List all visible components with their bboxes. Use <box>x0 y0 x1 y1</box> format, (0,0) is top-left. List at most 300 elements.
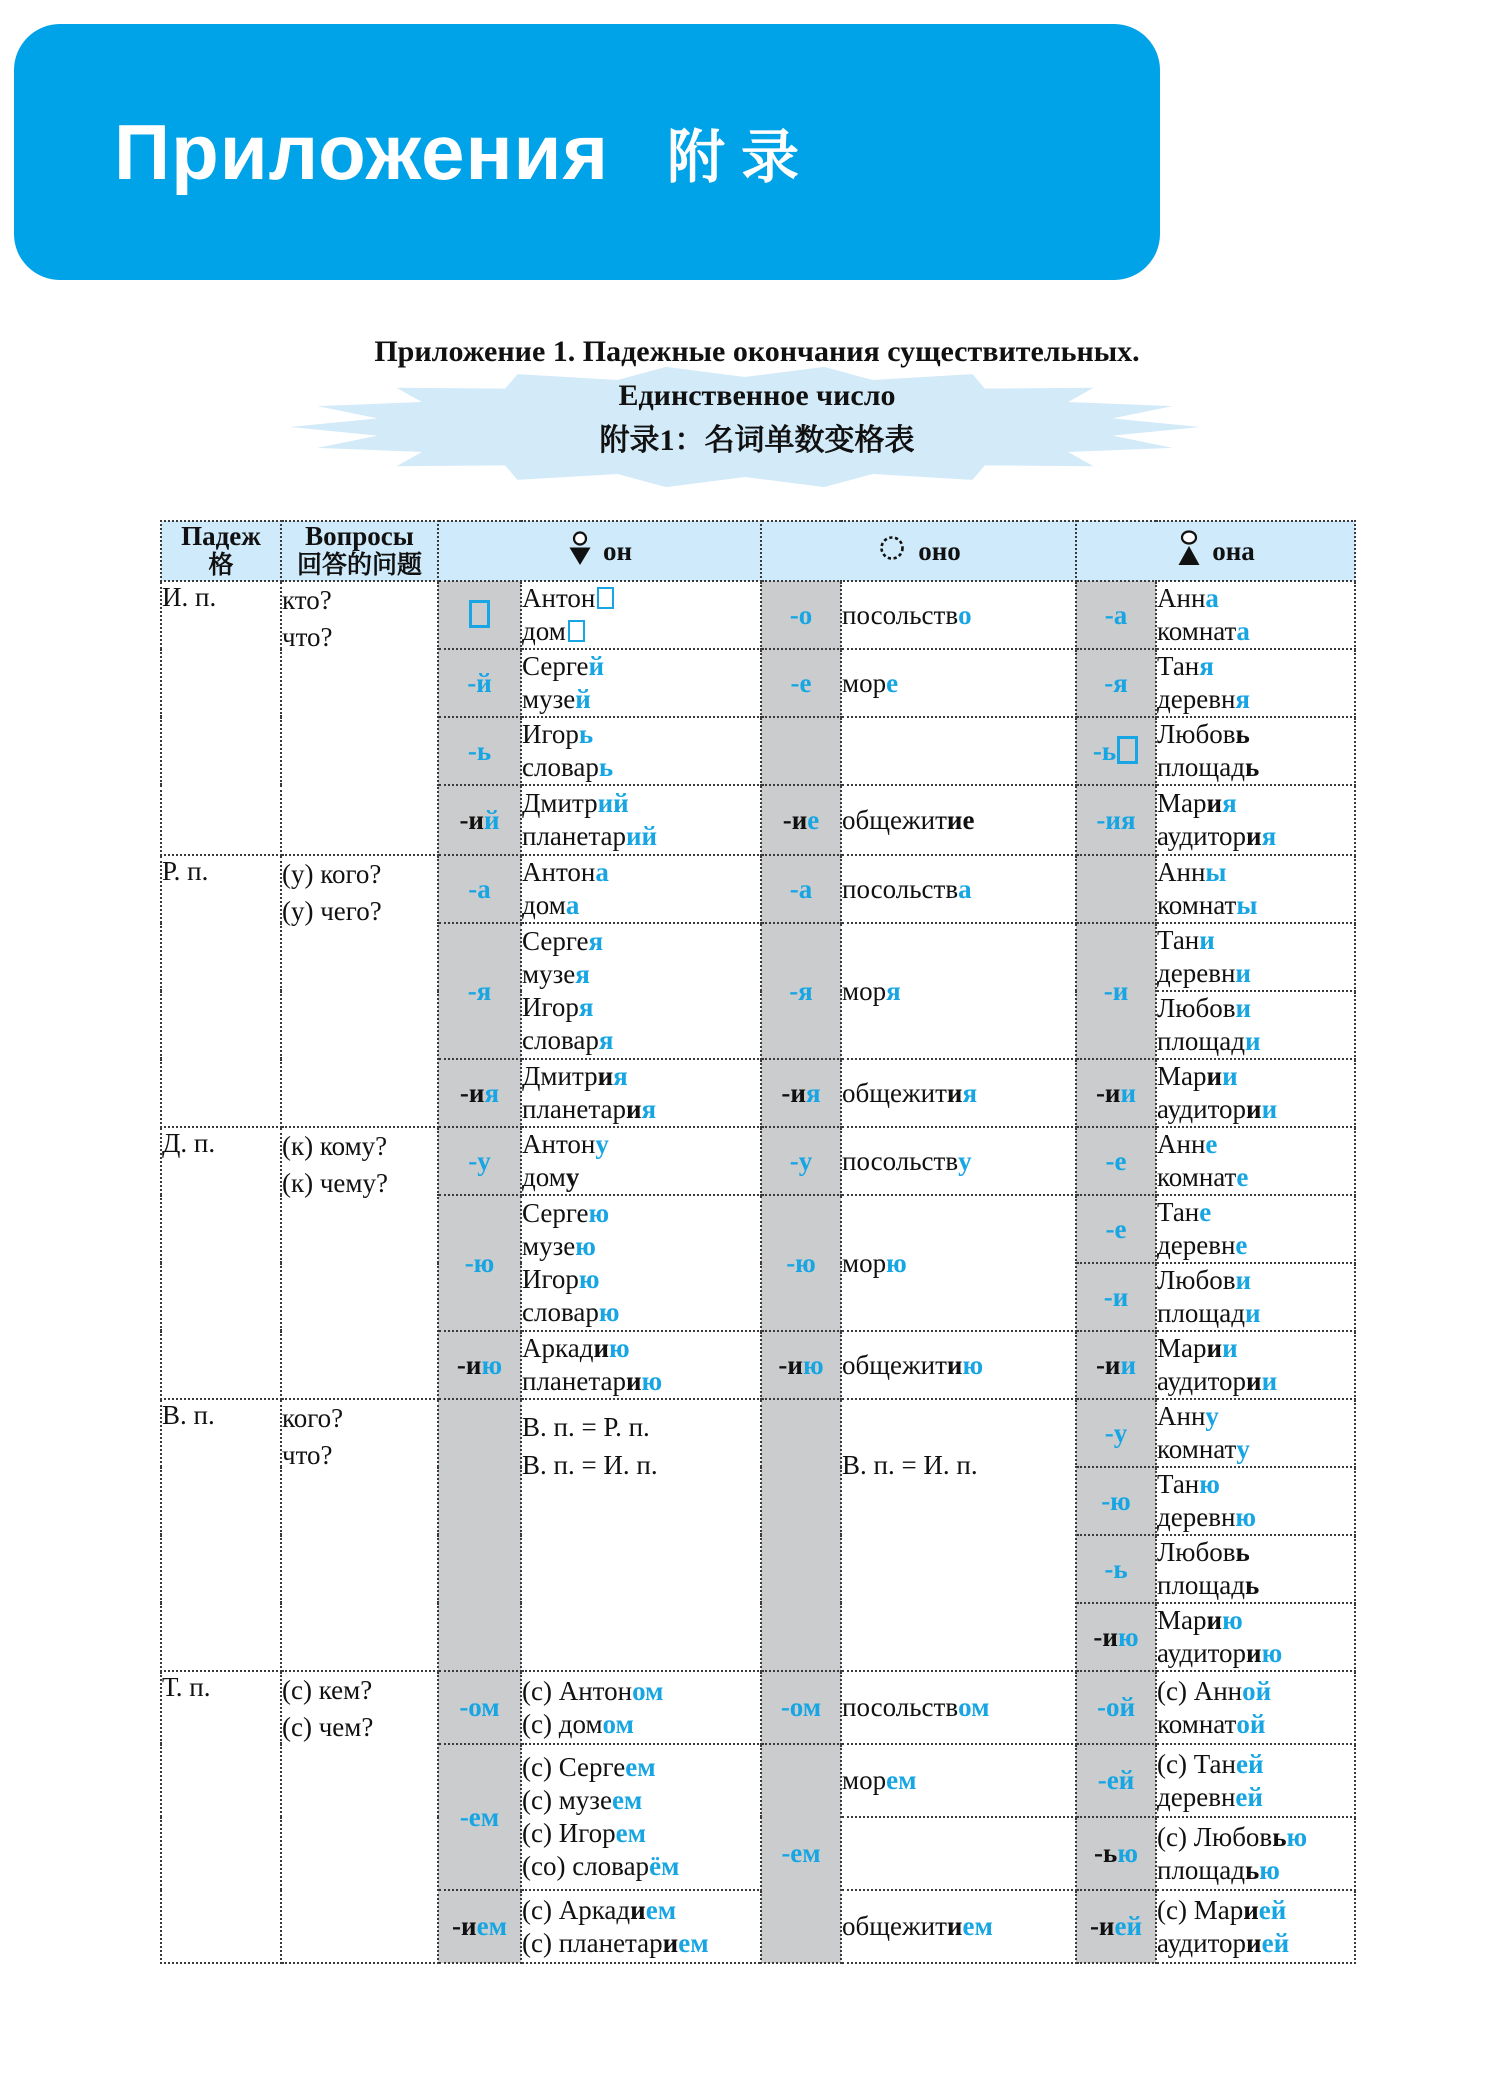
example-line <box>522 1817 760 1850</box>
word-text: словар <box>522 1025 599 1055</box>
ending-cell <box>1076 1059 1156 1127</box>
examples-cell <box>521 1890 761 1963</box>
word-text: площад <box>1157 1570 1245 1600</box>
ending-text: ю <box>578 1264 600 1294</box>
example-line <box>1157 582 1354 615</box>
example-line <box>1157 924 1354 957</box>
question-line: что? <box>282 1440 333 1470</box>
question-line: (с) чем? <box>282 1712 374 1742</box>
example-line <box>522 1093 760 1126</box>
table-row <box>161 855 1355 923</box>
example-line <box>522 1060 760 1093</box>
emphasis-text: -и <box>1095 1349 1121 1380</box>
ending-text: е <box>1235 1230 1248 1260</box>
emphasis-text: и <box>630 1894 646 1925</box>
question-line: что? <box>282 622 333 652</box>
examples-cell <box>841 855 1076 923</box>
word-text: аудитор <box>1157 1366 1247 1396</box>
ending-text: я <box>578 992 594 1022</box>
ending-text: ий <box>625 821 658 851</box>
ending-text: ём <box>649 1851 680 1881</box>
word-text: комнат <box>1157 616 1237 646</box>
word-text: (с) Аркад <box>522 1894 631 1925</box>
example-line <box>1157 1196 1354 1229</box>
emphasis-text: и <box>946 1349 963 1380</box>
ending-cell <box>1076 1890 1156 1963</box>
ending-text: ем <box>645 1894 677 1925</box>
word-text: мор <box>842 1765 887 1795</box>
word-text: (с) Анн <box>1157 1675 1243 1706</box>
ending-cell <box>1076 923 1156 1059</box>
examples-cell <box>1156 1331 1355 1399</box>
appendix-subtitle-ru: Единственное число <box>618 379 896 412</box>
word-text: общежит <box>842 1911 947 1941</box>
ending-box-icon <box>568 620 585 642</box>
example-line <box>842 1446 1075 1484</box>
example-line <box>522 1332 760 1365</box>
ending-text: а <box>958 873 972 904</box>
examples-cell <box>521 1195 761 1331</box>
word-text: музе <box>522 959 576 989</box>
questions-cell <box>281 1671 438 1963</box>
ending-text: ы <box>1236 890 1258 920</box>
ending-cell <box>438 717 521 785</box>
ending-text: -ь <box>1092 735 1117 766</box>
ending-cell <box>438 785 521 855</box>
ending-text: ом <box>602 1708 634 1739</box>
ending-text: ем <box>625 1752 656 1782</box>
word-text: площад <box>1157 1298 1245 1328</box>
word-text: (с) Мар <box>1157 1894 1244 1925</box>
declension-table <box>160 520 1356 1964</box>
example-line <box>842 804 1075 837</box>
word-text: (с) Тан <box>1157 1748 1236 1779</box>
ending-text: е <box>807 804 820 835</box>
ending-text: -й <box>467 667 492 698</box>
examples-cell <box>841 1127 1076 1195</box>
examples-cell <box>1156 1127 1355 1195</box>
example-line <box>1157 1332 1354 1365</box>
examples-cell <box>1156 1535 1355 1603</box>
word-text: Анн <box>1157 583 1206 613</box>
example-line <box>522 1894 760 1927</box>
example-line <box>1157 957 1354 990</box>
examples-cell <box>521 1399 761 1671</box>
examples-cell <box>521 1331 761 1399</box>
example-line <box>522 889 760 922</box>
ending-text: -ей <box>1097 1765 1135 1795</box>
ending-cell <box>1076 1399 1156 1467</box>
ending-text: ю <box>588 1198 610 1228</box>
example-line <box>1157 1821 1354 1854</box>
ending-text: ю <box>641 1366 663 1396</box>
emphasis-text: ие <box>946 804 975 835</box>
word-text: посольств <box>842 873 959 904</box>
ending-text: у <box>595 1129 609 1159</box>
word-text: Игор <box>522 1264 579 1294</box>
ending-text: и <box>1120 1349 1137 1380</box>
questions-cell <box>281 1127 438 1399</box>
header-case-ru: Падеж <box>181 521 261 551</box>
example-line <box>522 1365 760 1398</box>
ending-text: ю <box>1117 1621 1139 1652</box>
table-head <box>161 521 1355 581</box>
ending-text: я <box>805 1077 821 1108</box>
ending-cell <box>438 1127 521 1195</box>
header-questions-ru: Вопросы <box>305 521 414 551</box>
emphasis-text: -и <box>452 1911 477 1941</box>
emphasis-text: и <box>1206 788 1223 818</box>
examples-cell <box>521 923 761 1059</box>
examples-cell <box>841 1671 1076 1744</box>
ending-text: а <box>565 890 580 920</box>
examples-cell <box>841 649 1076 717</box>
example-line <box>1157 820 1354 853</box>
examples-cell <box>1156 1744 1355 1817</box>
word-text: Аркад <box>522 1333 594 1363</box>
example-line <box>842 1145 1075 1178</box>
examples-cell <box>1156 1467 1355 1535</box>
ending-text: а <box>595 857 609 887</box>
ending-text: ей <box>1235 1748 1264 1779</box>
ending-text: ей <box>1261 1927 1290 1958</box>
ending-text: ой <box>1236 1708 1266 1739</box>
example-line <box>522 820 760 853</box>
ending-text: ы <box>1205 857 1227 887</box>
question-line: кого? <box>282 1403 344 1433</box>
ending-cell <box>438 855 521 923</box>
questions-cell <box>281 1399 438 1671</box>
example-line <box>522 751 760 784</box>
example-line <box>842 1077 1075 1110</box>
ending-cell <box>761 649 841 717</box>
case-cell: Р. п. <box>161 855 281 1127</box>
ending-text: и <box>1235 1265 1252 1295</box>
ending-text: я <box>1199 651 1214 681</box>
gender-header <box>439 530 760 573</box>
question-line: (к) кому? <box>282 1131 388 1161</box>
example-line <box>522 1128 760 1161</box>
ending-text: й <box>588 651 605 681</box>
example-line <box>1157 1468 1354 1501</box>
word-text: посольств <box>842 1692 959 1722</box>
example-line <box>1157 1025 1354 1058</box>
word-text: Серге <box>522 651 589 681</box>
appendix-title-ru: Приложение 1. Падежные окончания существительных. <box>374 335 1140 368</box>
example-line <box>842 1247 1075 1280</box>
examples-cell <box>1156 991 1355 1059</box>
emphasis-text: -и <box>781 1077 806 1108</box>
word-text: аудитор <box>1157 821 1247 851</box>
word-text: посольств <box>842 599 959 630</box>
ending-cell <box>761 717 841 785</box>
emphasis-text: -и <box>1095 1077 1121 1108</box>
examples-cell <box>1156 785 1355 855</box>
examples-cell <box>521 1671 761 1744</box>
ending-cell <box>1076 1535 1156 1603</box>
page-title-ru: Приложения <box>114 107 610 196</box>
word-text: мор <box>842 667 887 698</box>
examples-cell <box>841 1331 1076 1399</box>
word-text: В. п. = И. п. <box>522 1450 658 1480</box>
ending-text: ом <box>632 1675 664 1706</box>
ending-text: е <box>1205 1129 1218 1159</box>
word-text: Антон <box>522 1129 596 1159</box>
example-line <box>1157 1501 1354 1534</box>
word-text: Любов <box>1157 993 1236 1023</box>
word-text: Тан <box>1157 1197 1200 1227</box>
table-body <box>161 581 1355 1963</box>
emphasis-text: -ь <box>1094 1838 1118 1868</box>
ending-text: у <box>958 1145 972 1176</box>
examples-cell <box>1156 1263 1355 1331</box>
examples-cell <box>1156 717 1355 785</box>
word-text: Любов <box>1157 1265 1236 1295</box>
emphasis-text: и <box>1206 1061 1223 1091</box>
ending-cell <box>438 1890 521 1963</box>
word-text: Серге <box>522 926 589 956</box>
case-cell: Т. п. <box>161 1671 281 1963</box>
ending-cell <box>761 1195 841 1331</box>
word-text: площад <box>1157 1026 1245 1056</box>
example-line <box>842 975 1075 1008</box>
ending-cell <box>761 1331 841 1399</box>
examples-cell <box>521 649 761 717</box>
ending-text: й <box>575 684 591 714</box>
header-case-cell <box>161 521 281 581</box>
ending-box-icon <box>1117 736 1138 764</box>
example-line <box>1157 1708 1354 1741</box>
examples-cell <box>1156 581 1355 649</box>
ending-text: ю <box>1222 1605 1243 1635</box>
emphasis-text: -и <box>782 804 808 835</box>
male-figure-icon <box>567 530 593 573</box>
ending-cell <box>761 1744 841 1963</box>
example-line <box>1157 1400 1354 1433</box>
emphasis-text: и <box>1243 1894 1259 1925</box>
example-line <box>1157 1060 1354 1093</box>
example-line <box>522 1675 760 1708</box>
example-line <box>522 991 760 1024</box>
emphasis-text: -и <box>1093 1621 1118 1652</box>
word-text: Тан <box>1157 925 1200 955</box>
word-text: Игор <box>522 992 579 1022</box>
ending-cell <box>438 581 521 649</box>
ending-text: ем <box>476 1911 507 1941</box>
example-line <box>1157 1781 1354 1814</box>
ending-text: -я <box>1104 667 1128 698</box>
example-line <box>1157 1093 1354 1126</box>
ending-text: я <box>588 926 604 956</box>
ending-text: е <box>886 667 899 698</box>
example-line <box>1157 787 1354 820</box>
word-text: дом <box>522 1162 566 1192</box>
word-text: площад <box>1157 1854 1245 1885</box>
emphasis-text: и <box>625 1366 642 1396</box>
word-text: Мар <box>1157 1061 1207 1091</box>
ending-text: и <box>1235 958 1251 988</box>
word-text: (с) Игор <box>522 1818 616 1848</box>
ending-cell <box>1076 855 1156 923</box>
ending-text: и <box>1261 1094 1278 1124</box>
header-gender-cell <box>1076 521 1355 581</box>
ending-cell <box>438 1399 521 1671</box>
ending-text: я <box>1235 684 1251 714</box>
ending-text: -ь <box>1104 1553 1128 1584</box>
ending-text: -я <box>789 975 813 1006</box>
ending-cell <box>761 1671 841 1744</box>
example-line <box>1157 1264 1354 1297</box>
word-text: комнат <box>1157 1434 1237 1464</box>
table-row <box>161 1671 1355 1744</box>
ending-text: ем <box>611 1785 643 1815</box>
example-line <box>522 1161 760 1194</box>
examples-cell <box>841 785 1076 855</box>
ending-cell <box>438 923 521 1059</box>
ending-text: -о <box>789 599 813 630</box>
word-text: словар <box>522 1297 599 1327</box>
ending-text: ь <box>598 752 614 782</box>
ending-text: -ь <box>467 735 492 766</box>
ending-text: и <box>1235 993 1252 1023</box>
ending-box-icon <box>597 587 614 609</box>
word-text: дом <box>522 616 566 646</box>
example-line <box>522 1850 760 1883</box>
ending-text: я <box>1222 788 1237 818</box>
ending-cell <box>1076 717 1156 785</box>
ending-text: ом <box>958 1692 990 1722</box>
ending-text: ю <box>1199 1469 1220 1499</box>
ending-text: ю <box>1261 1638 1283 1668</box>
example-line <box>522 650 760 683</box>
ending-text: -ой <box>1096 1692 1136 1722</box>
examples-cell <box>841 1744 1076 1817</box>
example-line <box>1157 1229 1354 1262</box>
examples-cell <box>1156 649 1355 717</box>
word-text: комнат <box>1157 1162 1237 1192</box>
emphasis-text: и <box>593 1333 609 1363</box>
examples-cell <box>521 1127 761 1195</box>
example-line <box>522 1408 760 1446</box>
ending-cell <box>1076 785 1156 855</box>
header-questions-cell <box>281 521 438 581</box>
appendix-title-zh: 附录1：名词单数变格表 <box>599 424 915 457</box>
example-line <box>522 1708 760 1741</box>
example-line <box>1157 856 1354 889</box>
examples-cell <box>1156 1399 1355 1467</box>
example-line <box>522 1263 760 1296</box>
example-line <box>522 856 760 889</box>
emphasis-text: и <box>597 1061 614 1091</box>
example-line <box>522 683 760 716</box>
ending-text: я <box>641 1094 657 1124</box>
example-line <box>522 1751 760 1784</box>
example-line <box>1157 1854 1354 1887</box>
examples-cell <box>841 581 1076 649</box>
example-line <box>522 1296 760 1329</box>
header-gender-cell <box>438 521 761 581</box>
emphasis-text: ь <box>1235 719 1250 749</box>
ending-text: -е <box>1105 1213 1127 1244</box>
ending-text: а <box>1236 616 1250 646</box>
word-text: Любов <box>1157 1537 1236 1567</box>
ending-text: и <box>1244 1026 1261 1056</box>
question-line: (с) кем? <box>282 1675 373 1705</box>
examples-cell <box>521 785 761 855</box>
word-text: планетар <box>522 821 626 851</box>
ending-text: и <box>1222 1061 1238 1091</box>
ending-text: ем <box>615 1818 646 1848</box>
example-line <box>1157 683 1354 716</box>
example-line <box>1157 992 1354 1025</box>
example-line <box>1157 1748 1354 1781</box>
ending-text: -у <box>789 1145 813 1176</box>
ending-text: и <box>1120 1077 1137 1108</box>
ending-text: а <box>1205 583 1219 613</box>
appendix-heading <box>160 330 1354 464</box>
ending-text: у <box>1236 1434 1250 1464</box>
example-line <box>1157 1675 1354 1708</box>
ending-text: -ю <box>464 1247 495 1278</box>
word-text: деревн <box>1157 1230 1236 1260</box>
example-line <box>842 1910 1075 1943</box>
word-text: (с) музе <box>522 1785 612 1815</box>
example-line <box>522 1197 760 1230</box>
example-line <box>522 925 760 958</box>
examples-cell <box>521 1059 761 1127</box>
example-line <box>522 615 760 648</box>
examples-cell <box>1156 1603 1355 1671</box>
word-text: (с) планетар <box>522 1927 663 1958</box>
header-case-zh: 格 <box>208 552 234 579</box>
example-line <box>1157 1637 1354 1670</box>
examples-cell <box>1156 1059 1355 1127</box>
gender-label: он <box>602 535 633 566</box>
ending-cell <box>1076 1331 1156 1399</box>
questions-cell <box>281 581 438 855</box>
examples-cell <box>1156 1817 1355 1890</box>
example-line <box>522 582 760 615</box>
emphasis-text: и <box>946 1077 963 1108</box>
examples-cell <box>1156 1195 1355 1263</box>
examples-cell <box>841 717 1076 785</box>
ending-text: -и <box>1103 1281 1129 1312</box>
examples-cell <box>1156 1890 1355 1963</box>
example-line <box>1157 615 1354 648</box>
ending-text: -а <box>789 873 813 904</box>
ending-cell <box>761 1127 841 1195</box>
examples-cell <box>521 717 761 785</box>
word-text: Дмитр <box>522 788 598 818</box>
examples-cell <box>841 1817 1076 1890</box>
ending-text: я <box>575 959 590 989</box>
example-line <box>1157 1604 1354 1637</box>
ending-cell <box>1076 1467 1156 1535</box>
word-text: комнат <box>1157 890 1237 920</box>
example-line <box>842 1764 1075 1797</box>
word-text: Мар <box>1157 788 1207 818</box>
emphasis-text: -и <box>459 804 484 835</box>
ending-text: ей <box>1235 1781 1263 1812</box>
example-line <box>842 1349 1075 1382</box>
ending-text: ей <box>1258 1894 1287 1925</box>
emphasis-text: ь <box>1244 1570 1260 1600</box>
gender-header <box>1077 530 1354 573</box>
gender-label: оно <box>918 535 961 566</box>
examples-cell <box>1156 923 1355 991</box>
ending-text: ю <box>1117 1838 1138 1868</box>
ending-text: -ю <box>1101 1485 1131 1516</box>
